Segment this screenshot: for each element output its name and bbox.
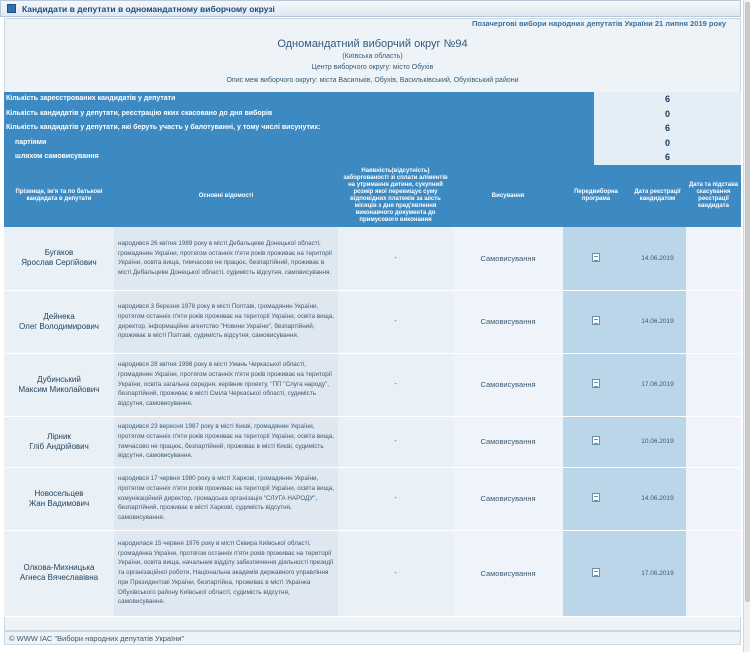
summary-value: 0: [594, 136, 741, 151]
summary-label: Кількість кандидатів у депутати, які беруть участь у балотуванні, у тому числі висунутих:: [4, 121, 594, 136]
election-title: Позачергові вибори народних депутатів України 21 липня 2019 року: [471, 19, 726, 28]
header-name: Прізвище, ім'я та по батькові кандидата в депутати: [4, 165, 114, 227]
candidate-alimony: -: [338, 353, 453, 416]
program-cell: [563, 353, 629, 416]
program-document-icon[interactable]: [592, 568, 600, 577]
candidate-cancel: [686, 227, 741, 290]
candidate-cancel: [686, 530, 741, 616]
program-cell: [563, 290, 629, 353]
district-region: (Київська область): [342, 53, 403, 60]
program-cell: [563, 227, 629, 290]
candidate-cancel: [686, 467, 741, 530]
footer: © WWW ІАС "Вибори народних депутатів України": [4, 631, 741, 645]
program-cell: [563, 467, 629, 530]
scrollbar-thumb[interactable]: [745, 2, 750, 602]
table-row: [4, 467, 741, 530]
candidate-name: [4, 467, 114, 530]
candidate-alimony: -: [338, 467, 453, 530]
candidate-given-name: Гліб Андрійович: [29, 441, 89, 451]
summary-value: 6: [594, 150, 741, 165]
candidate-info: народився 3 березня 1978 року в місті Полтаві, громадянин України, протягом останніх п'яти років проживає на території України, освіта вища, директор, інформаційне агентство "Новини України", безпартійний, проживає в місті Полтаві, судимість відсутня, самовисування.: [114, 290, 338, 353]
table-row: [4, 530, 741, 616]
summary-value: 6: [594, 92, 741, 107]
candidate-given-name: Ярослав Сергійович: [21, 258, 97, 268]
summary-label: партіями: [4, 136, 594, 151]
candidate-surname: Лірник: [47, 431, 71, 441]
summary-row: [4, 107, 741, 122]
candidate-cancel: [686, 416, 741, 467]
candidate-nomination: Самовисування: [453, 227, 563, 290]
summary-row: [4, 136, 741, 151]
summary-label: Кількість зареєстрованих кандидатів у депутати: [4, 92, 594, 107]
program-document-icon[interactable]: [592, 379, 600, 388]
header-alimony: Наявність(відсутність) заборгованості зі сплати аліментів на утримання дитини, сукупний розмір якої перевищує суму відповідних платежів за шість місяців з дня пред'явлення виконавчого документа до примусового виконання: [338, 165, 453, 227]
candidate-reg-date: 17.06.2019: [629, 353, 686, 416]
summary-row: [4, 150, 741, 165]
flag-icon: [7, 4, 16, 13]
candidate-surname: Дубинський: [37, 374, 81, 384]
vertical-scrollbar[interactable]: [743, 0, 750, 652]
summary-label: Кількість кандидатів у депутати, реєстрацію яких скасовано до дня виборів: [4, 107, 594, 122]
candidate-alimony: -: [338, 227, 453, 290]
district-title: Одномандатний виборчий округ №94: [277, 38, 468, 50]
candidate-given-name: Максим Миколайович: [18, 384, 100, 394]
table-row: [4, 290, 741, 353]
candidate-given-name: Агнеса Вячеславівна: [19, 573, 99, 582]
candidates-table: [4, 165, 741, 617]
district-description: Опис меж виборчого округу: міста Васильків, Обухів, Васильківський, Обухівський райони: [226, 77, 519, 84]
candidate-given-name: Жан Вадимович: [28, 498, 90, 508]
candidate-alimony: -: [338, 530, 453, 616]
candidate-info: народився 23 вересня 1987 року в місті Києві, громадянин України, протягом останніх п'яти років проживає на території України, освіта вища, тимчасово не працює, безпартійний, проживає в місті Києві, судимість відсутня, самовисування.: [114, 416, 338, 467]
candidate-nomination: Самовисування: [453, 416, 563, 467]
header-program: Передвиборна програма: [563, 165, 629, 227]
program-cell: [563, 416, 629, 467]
candidate-nomination: Самовисування: [453, 290, 563, 353]
candidate-name: [4, 353, 114, 416]
candidate-alimony: -: [338, 416, 453, 467]
candidate-name: [4, 530, 114, 616]
candidate-info: народився 17 червня 1980 року в місті Харкові, громадянин України, протягом останніх п'яти років проживає на території України, освіта вища, комунікаційний директор, громадська організація "СЛУГА НАРОДУ", безпартійний, проживає в місті Харкові, судимість відсутня, самовисування.: [114, 467, 338, 530]
candidate-reg-date: 10.06.2019: [629, 416, 686, 467]
candidate-surname: Олкова-Михницька: [23, 563, 95, 572]
candidate-name: [4, 416, 114, 467]
table-row: [4, 227, 741, 290]
candidate-given-name: Олег Володимирович: [19, 321, 99, 331]
top-title: Кандидати в депутати в одномандатному виборчому окрузі: [22, 3, 275, 14]
candidate-surname: Бугаков: [44, 248, 74, 258]
header-info: Основні відомості: [114, 165, 338, 227]
candidate-reg-date: 14.06.2019: [629, 227, 686, 290]
candidate-reg-date: 14.06.2019: [629, 467, 686, 530]
candidate-nomination: Самовисування: [453, 530, 563, 616]
program-document-icon[interactable]: [592, 493, 600, 502]
summary-label: шляхом самовисування: [4, 150, 594, 165]
program-document-icon[interactable]: [592, 253, 600, 262]
header-nomination: Висування: [453, 165, 563, 227]
candidate-surname: Новосельцев: [34, 488, 84, 498]
header-reg-date: Дата реєстрації кандидатом: [629, 165, 686, 227]
summary-value: 0: [594, 107, 741, 122]
candidate-reg-date: 17.06.2019: [629, 530, 686, 616]
candidate-nomination: Самовисування: [453, 353, 563, 416]
top-title-bar: [0, 0, 741, 17]
candidate-alimony: -: [338, 290, 453, 353]
candidate-info: народився 26 квітня 1989 року в місті Дебальцеве Донецької області, громадянин України, протягом останніх п'яти років проживає на території України, освіта вища, тимчасово не працює, безпартійний, проживає в місті Дебальцеве Донецької області, судимість відсутня, самовисування.: [114, 227, 338, 290]
program-document-icon[interactable]: [592, 316, 600, 325]
candidate-info: народився 28 квітня 1998 року в місті Умань Черкаської області, громадянин України, протягом останніх п'яти років проживає на території України, освіта загальна середня, керівник проекту, "ПП "Слуга народу", безпартійний, проживає в місті Сміла Черкаської області, судимість відсутня, самовисування.: [114, 353, 338, 416]
candidate-name: [4, 290, 114, 353]
candidate-cancel: [686, 353, 741, 416]
candidate-info: народилася 15 червня 1976 року в місті Сквира Київської області, громадянка України, протягом останніх п'яти років проживає на території України, освіта вища, начальник відділу забезпечення діяльності президії та організаційної роботи, Національна академія державного управління при Президентові України, безпартійна, проживає в місті Українка Обухівського району Київської області, судимість відсутня, самовисування.: [114, 530, 338, 616]
candidate-reg-date: 14.06.2019: [629, 290, 686, 353]
table-row: [4, 353, 741, 416]
candidate-cancel: [686, 290, 741, 353]
candidate-name: [4, 227, 114, 290]
table-header-row: [4, 165, 741, 227]
candidate-surname: Дейнека: [43, 311, 75, 321]
candidate-nomination: Самовисування: [453, 467, 563, 530]
district-center: Центр виборчого округу: місто Обухів: [311, 64, 434, 71]
summary-row: [4, 92, 741, 107]
header-cancel: Дата та підстава скасування реєстрації кандидата: [686, 165, 741, 227]
summary-row: [4, 121, 741, 136]
summary-value: 6: [594, 121, 741, 136]
summary-table: [4, 92, 741, 165]
program-cell: [563, 530, 629, 616]
program-document-icon[interactable]: [592, 436, 600, 445]
table-row: [4, 416, 741, 467]
